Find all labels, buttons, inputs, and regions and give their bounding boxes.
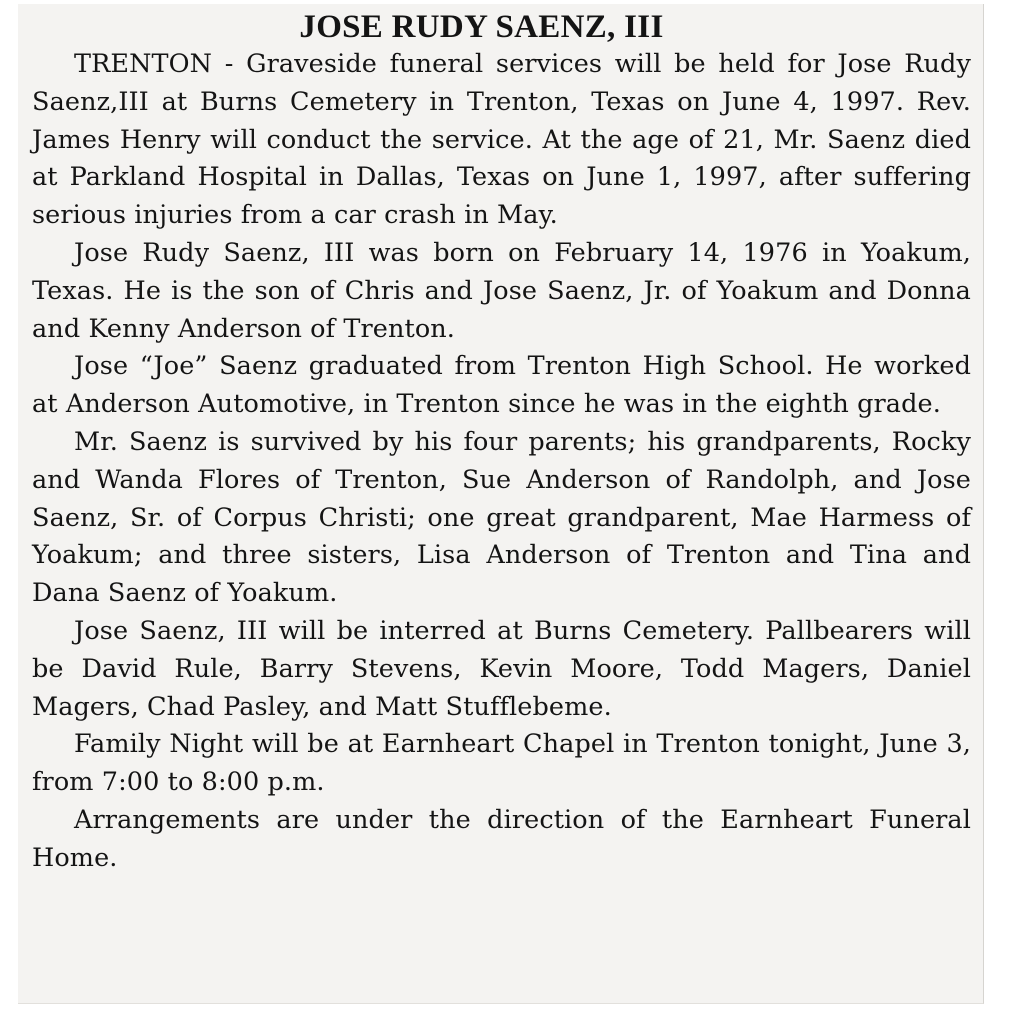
paragraph-interment: Jose Saenz, III will be interred at Burns Cemetery. Pallbearers will be David Rule, Barry Stevens, Kevin Moore, Todd Magers, Daniel Magers, Chad Pasley, and Matt Stufflebeme. xyxy=(32,615,971,722)
paragraph-education: Jose “Joe” Saenz graduated from Trenton High School. He worked at Anderson Automotive, in Trenton since he was in the eighth grade. xyxy=(32,351,971,420)
newspaper-clipping xyxy=(18,4,984,1004)
paragraph-birth: Jose Rudy Saenz, III was born on February 14, 1976 in Yoakum, Texas. He is the son of Chris and Jose Saenz, Jr. of Yoakum and Donna and Kenny Anderson of Trenton. xyxy=(32,237,971,344)
obituary-headline: JOSE RUDY SAENZ, III xyxy=(299,9,664,45)
paragraph-services: TRENTON - Graveside funeral services will be held for Jose Rudy Saenz,III at Burns Cemetery in Trenton, Texas on June 4, 1997. Rev. James Henry will conduct the service. At the age of 21, Mr. Saenz died at Parkland Hospital in Dallas, Texas on June 1, 1997, after suffering serious injuries from a car crash in May. xyxy=(32,49,971,231)
paragraph-survivors: Mr. Saenz is survived by his four parents; his grandparents, Rocky and Wanda Flores of Trenton, Sue Anderson of Randolph, and Jose Saenz, Sr. of Corpus Christi; one great grandparent, Mae Harmess of Yoakum; and three sisters, Lisa Anderson of Trenton and Tina and Dana Saenz of Yoakum. xyxy=(32,426,971,609)
paragraph-family-night: Family Night will be at Earnheart Chapel in Trenton tonight, June 3, from 7:00 to 8:00 p.m. xyxy=(32,729,971,798)
paragraph-arrangements: Arrangements are under the direction of the Earnheart Funeral Home. xyxy=(32,804,971,873)
